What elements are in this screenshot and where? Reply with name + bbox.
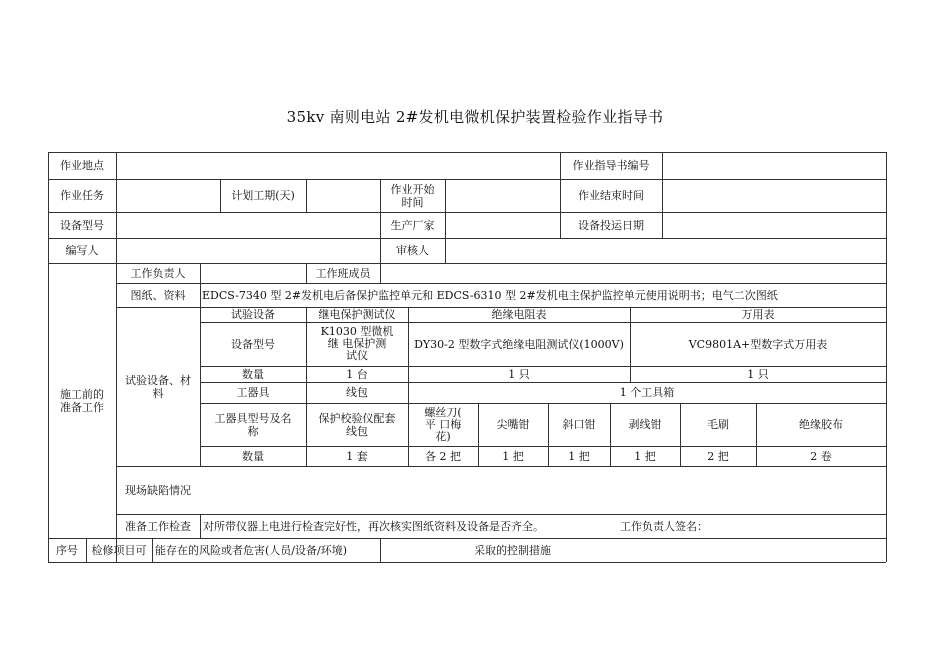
device-model-label: 设备型号 (60, 218, 104, 232)
equip-qty: 1 只 (508, 367, 530, 381)
tool-name: 绝缘胶布 (799, 418, 843, 431)
tools-box: 1 个工具箱 (619, 386, 675, 399)
tool-name: 剥线钳 (628, 418, 662, 431)
manufacturer-label: 生产厂家 (390, 218, 435, 232)
equip-model: DY30-2 型数字式绝缘电阻测试仪(1000V) (414, 337, 624, 351)
site-label: 作业地点 (60, 159, 104, 172)
equip-model: K1030 型微机 继 电保护测 试仪 (320, 325, 394, 362)
docs-label: 图纸、资料 (130, 288, 186, 302)
planned-days-label: 计划工期(天) (231, 189, 295, 202)
equip-label: 试验设备、材 料 (125, 373, 191, 400)
equip-qty: 1 台 (346, 367, 368, 381)
tool-name: 螺丝刀( 平 口梅 花) (424, 405, 462, 443)
tool-name: 保护校验仪配套 线包 (318, 411, 396, 438)
commission-date-label: 设备投运日期 (578, 218, 644, 232)
tools-bag: 线包 (346, 386, 368, 399)
check-label: 准备工作检查 (125, 519, 191, 533)
tool-qty: 1 把 (634, 449, 656, 463)
equip-name: 万用表 (741, 308, 775, 321)
item-header: 检修项目可 (91, 543, 147, 557)
reviewer-label: 审核人 (396, 244, 429, 257)
tool-qty: 1 把 (568, 449, 590, 463)
author-label: 编写人 (65, 244, 99, 257)
defects-label: 现场缺陷情况 (125, 483, 191, 497)
tool-name: 毛刷 (707, 418, 729, 431)
risk-header: 能存在的风险或者危害(人员/设备/环境) (155, 543, 347, 557)
leader-sign-label: 工作负责人签名： (620, 519, 708, 533)
equip-name: 继电保护测试仪 (318, 308, 396, 321)
task-label: 作业任务 (60, 189, 104, 202)
equip-name: 绝缘电阻表 (491, 308, 547, 321)
docs-text: EDCS-7340 型 2#发机电后备保护监控单元和 EDCS-6310 型 2#发机电主保护监控单元使用说明书；电气二次图纸 (202, 288, 778, 302)
prep-section-label: 施工前的 准备工作 (60, 387, 104, 414)
end-time-label: 作业结束时间 (578, 189, 644, 202)
tool-qty: 各 2 把 (425, 449, 461, 463)
doc-no-label: 作业指导书编号 (572, 159, 650, 172)
tool-qty: 2 把 (707, 449, 729, 463)
leader-label: 工作负责人 (130, 266, 186, 280)
tools-label: 工器具 (236, 386, 270, 399)
check-text: 对所带仪器上电进行检查完好性，再次核实图纸资料及设备是否齐全。 (203, 519, 544, 533)
page-title: 35kv 南则电站 2#发机电微机保护装置检验作业指导书 (286, 108, 664, 126)
seq-header: 序号 (56, 543, 78, 557)
tool-model-label: 工器具型号及名 称 (214, 411, 292, 438)
start-time-label: 作业开始 时间 (390, 182, 435, 209)
control-header: 采取的控制措施 (474, 543, 551, 557)
qty-label: 数量 (242, 367, 264, 381)
tool-name: 尖嘴钳 (496, 418, 530, 431)
team-label: 工作班成员 (315, 266, 371, 280)
tool-qty: 1 把 (502, 449, 524, 463)
tool-qty: 2 卷 (810, 449, 832, 463)
tool-name: 斜口钳 (562, 418, 596, 431)
tool-qty: 1 套 (346, 449, 368, 463)
test-equip-label: 试验设备 (231, 308, 275, 321)
equip-qty: 1 只 (747, 367, 769, 381)
tool-qty-label: 数量 (242, 449, 264, 463)
equip-model: VC9801A+型数字式万用表 (688, 337, 828, 351)
model-label: 设备型号 (231, 337, 275, 351)
